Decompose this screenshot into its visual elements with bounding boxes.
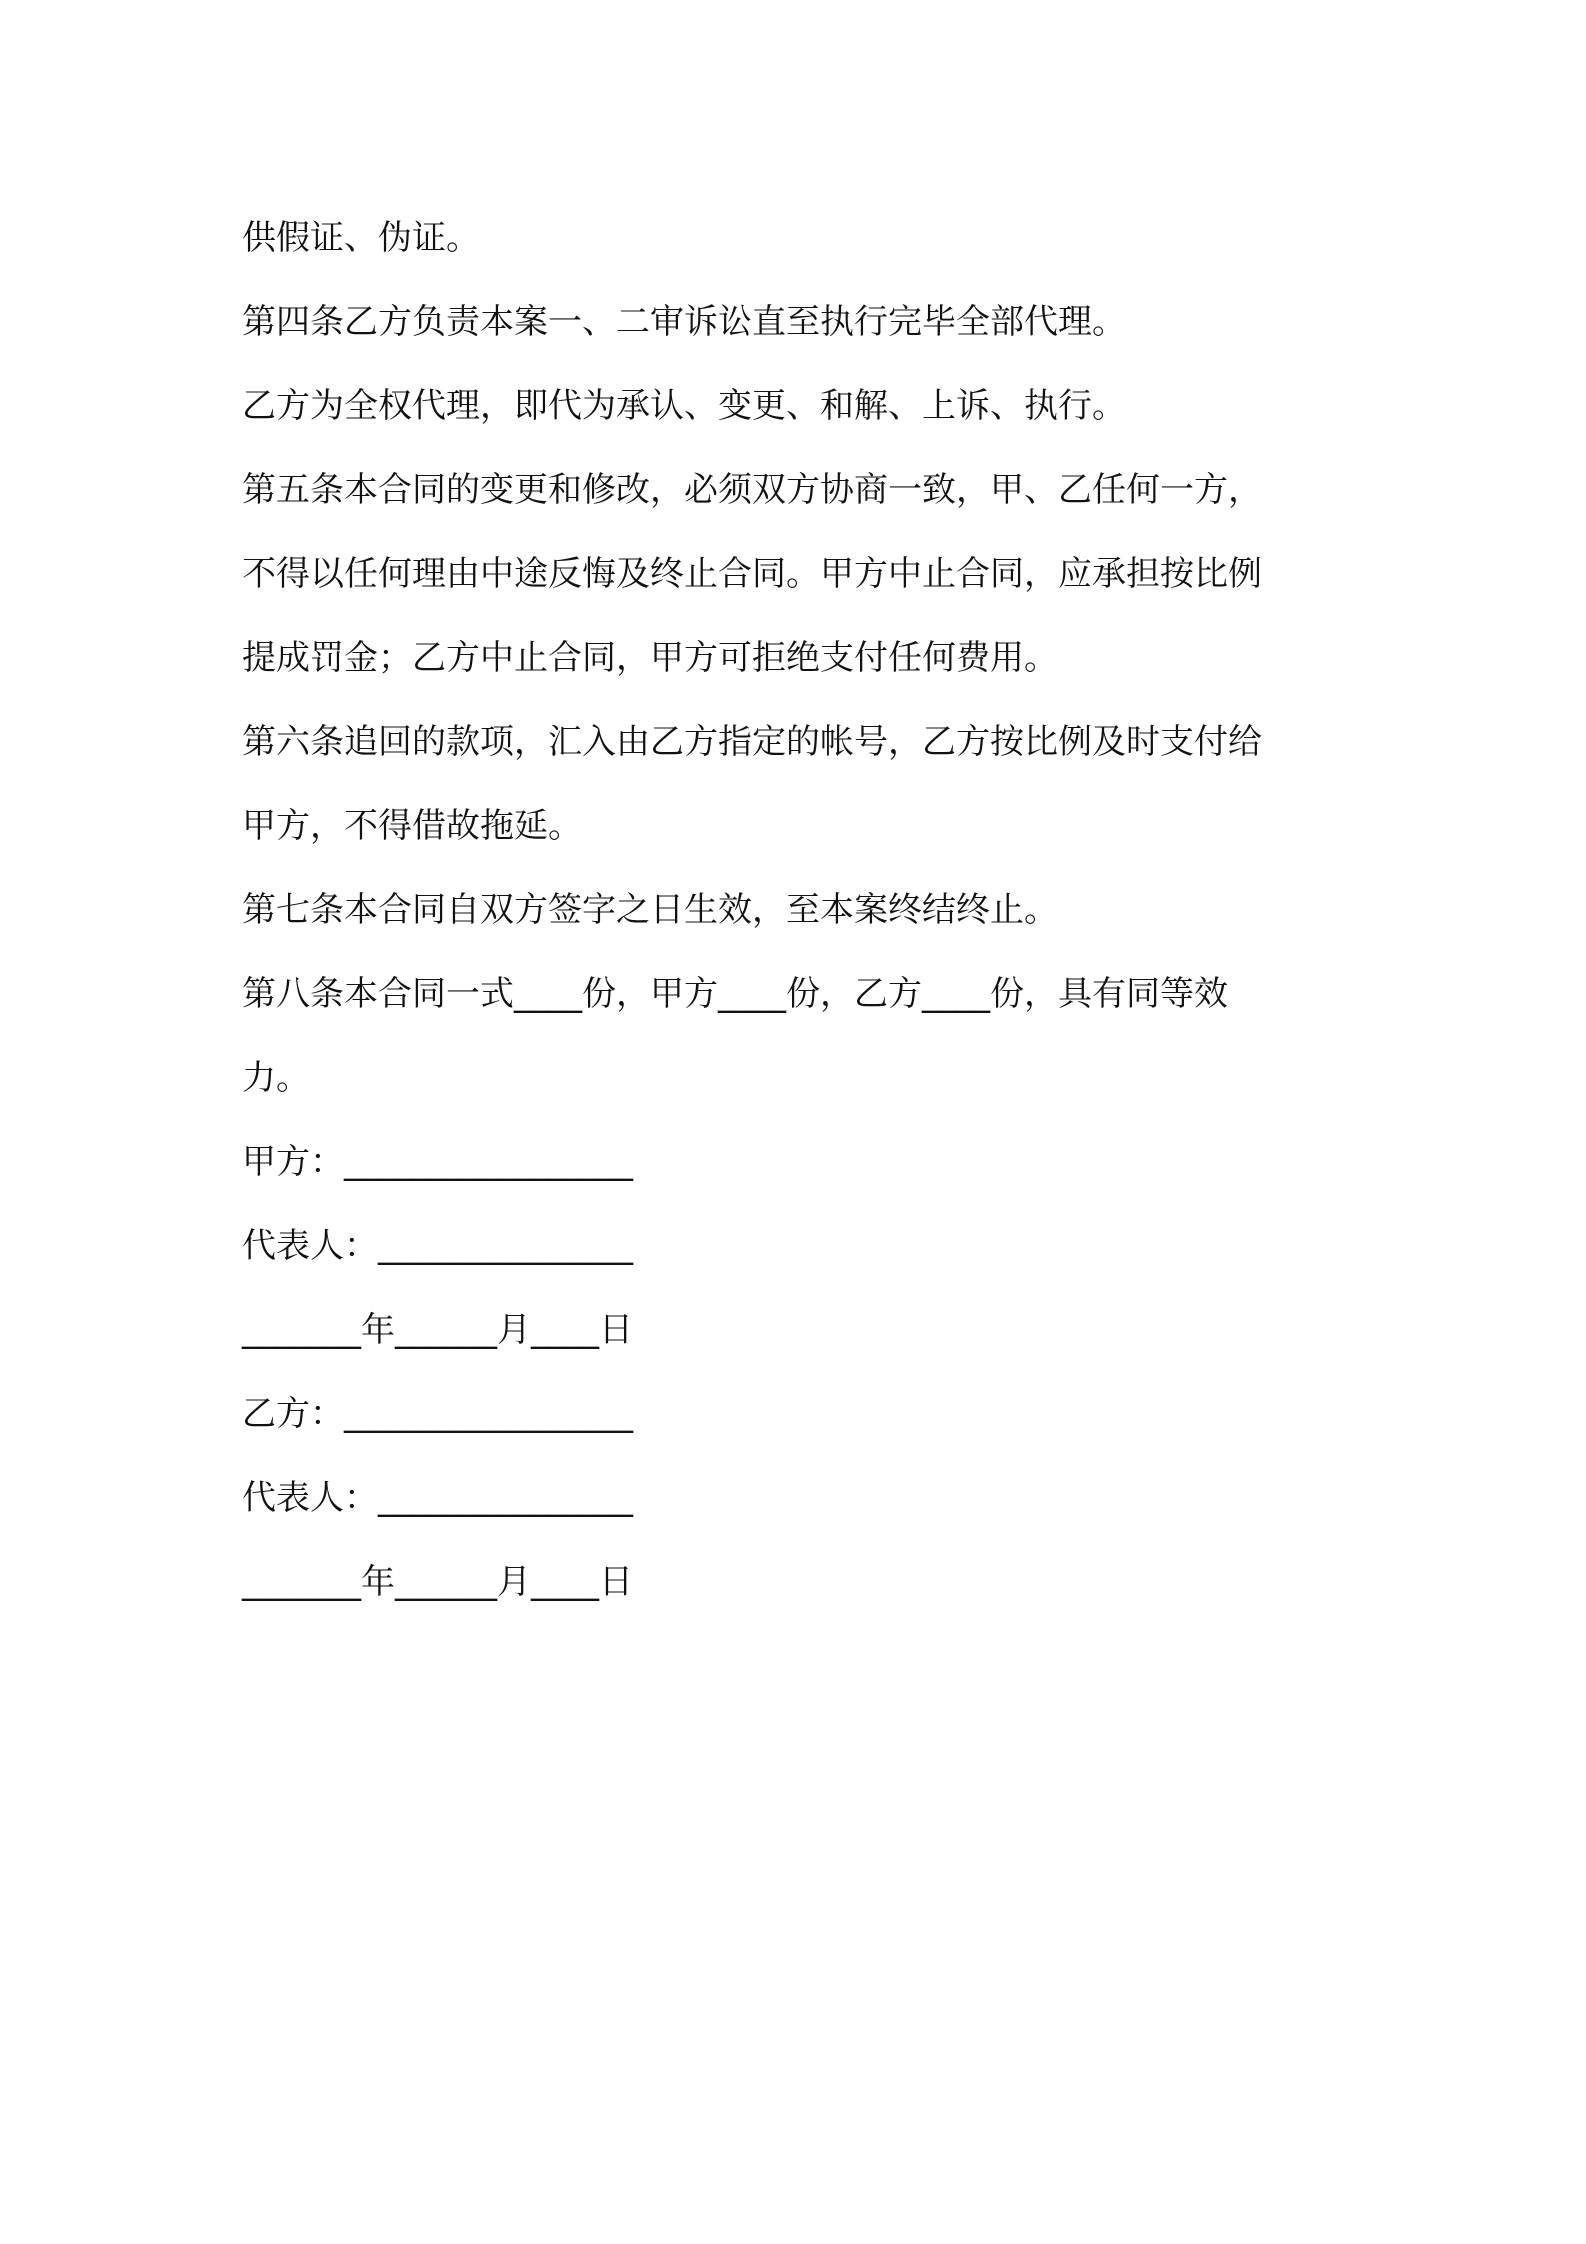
text-line-1: 供假证、伪证。 — [242, 218, 480, 258]
clause-4-detail: 乙方为全权代理，即代为承认、变更、和解、上诉、执行。 — [242, 386, 1126, 426]
party-b-date-line: _______年______月____日 — [242, 1562, 633, 1602]
party-a-date-line: _______年______月____日 — [242, 1310, 633, 1350]
party-b-signature-line: 乙方：_________________ — [242, 1394, 633, 1434]
party-b-representative-line: 代表人：_______________ — [242, 1478, 633, 1518]
clause-4: 第四条乙方负责本案一、二审诉讼直至执行完毕全部代理。 — [242, 302, 1126, 342]
party-a-representative-line: 代表人：_______________ — [242, 1226, 633, 1266]
clause-8-line-2: 力。 — [242, 1058, 310, 1098]
clause-5-line-3: 提成罚金；乙方中止合同，甲方可拒绝支付任何费用。 — [242, 638, 1058, 678]
clause-6-line-2: 甲方，不得借故拖延。 — [242, 806, 582, 846]
party-a-signature-line: 甲方：_________________ — [242, 1142, 633, 1182]
clause-5-line-2: 不得以任何理由中途反悔及终止合同。甲方中止合同，应承担按比例 — [242, 554, 1262, 594]
document-body — [242, 196, 1362, 1624]
clause-7: 第七条本合同自双方签字之日生效，至本案终结终止。 — [242, 890, 1058, 930]
clause-6-line-1: 第六条追回的款项，汇入由乙方指定的帐号，乙方按比例及时支付给 — [242, 722, 1262, 762]
clause-5-line-1: 第五条本合同的变更和修改，必须双方协商一致，甲、乙任何一方， — [242, 470, 1262, 510]
clause-8-line-1: 第八条本合同一式____份，甲方____份，乙方____份，具有同等效 — [242, 974, 1228, 1014]
